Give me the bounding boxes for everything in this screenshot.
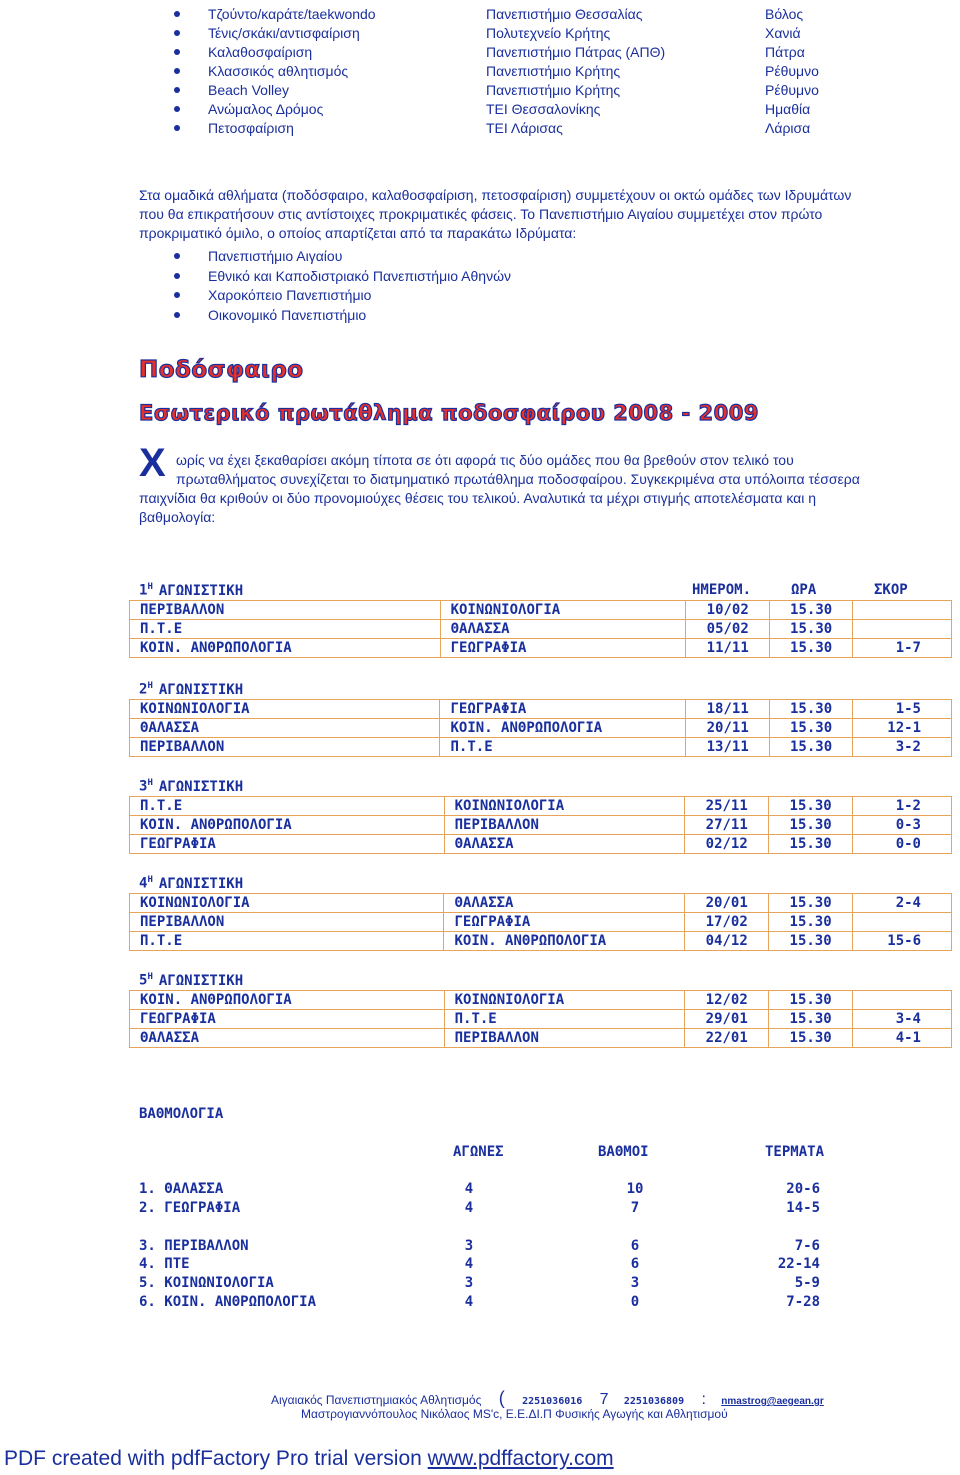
- match-home-team: ΘΑΛΑΣΣΑ: [130, 719, 440, 738]
- match-time: 15.30: [769, 1029, 853, 1048]
- sport-organizer: Πανεπιστήμιο Κρήτης: [486, 82, 621, 98]
- standings-team: 4. ΠΤΕ: [139, 1256, 190, 1272]
- sport-row: [0, 25, 960, 43]
- match-time: 15.30: [769, 816, 853, 835]
- intro-line: προκριματικό όμιλο, ο οποίος απαρτίζεται από τα παρακάτω Ιδρύματα:: [139, 225, 577, 241]
- sport-name: Τζούντο/καράτε/taekwondo: [208, 6, 376, 22]
- match-home-team: ΚΟΙΝΩΝΙΟΛΟΓΙΑ: [130, 700, 440, 719]
- match-date: 13/11: [686, 738, 770, 757]
- standings-team: 2. ΓΕΩΓΡΑΦΙΑ: [139, 1200, 241, 1216]
- match-away-team: ΠΕΡΙΒΑΛΛΟΝ: [444, 1029, 685, 1048]
- match-row: [130, 620, 952, 639]
- match-home-team: ΚΟΙΝΩΝΙΟΛΟΓΙΑ: [130, 894, 444, 913]
- sport-row: [0, 6, 960, 24]
- match-date: 20/01: [685, 894, 769, 913]
- match-home-team: ΠΕΡΙΒΑΛΛΟΝ: [130, 913, 444, 932]
- match-row: [130, 700, 952, 719]
- round-title: [139, 875, 243, 892]
- standings-goals: 5-9: [794, 1275, 820, 1291]
- pdf-notice: [4, 1447, 614, 1471]
- round-sup: Η: [147, 972, 153, 982]
- match-time: 15.30: [770, 639, 853, 658]
- match-date: 27/11: [685, 816, 769, 835]
- match-score: 1-7: [853, 639, 952, 658]
- standings-points: 6: [630, 1238, 640, 1254]
- pdf-notice-text: PDF created with pdfFactory Pro trial version: [4, 1447, 428, 1470]
- round-sup: Η: [147, 681, 153, 691]
- header-score: ΣΚΟΡ: [874, 582, 908, 598]
- match-away-team: ΚΟΙΝ. ΑΝΘΡΩΠΟΛΟΓΙΑ: [440, 719, 686, 738]
- sport-name: Ανώμαλος Δρόμος: [208, 101, 324, 117]
- match-row: [130, 816, 952, 835]
- sport-row: [0, 120, 960, 138]
- standings-games: 4: [464, 1181, 474, 1197]
- match-date: 20/11: [686, 719, 770, 738]
- match-away-team: ΚΟΙΝΩΝΙΟΛΟΓΙΑ: [444, 991, 685, 1010]
- match-time: 15.30: [769, 797, 853, 816]
- match-score: 0-3: [853, 816, 952, 835]
- match-away-team: Π.Τ.Ε: [440, 738, 686, 757]
- match-away-team: ΓΕΩΓΡΑΦΙΑ: [444, 913, 685, 932]
- round-label: ΑΓΩΝΙΣΤΙΚΗ: [158, 681, 244, 698]
- match-away-team: ΚΟΙΝ. ΑΝΘΡΩΠΟΛΟΓΙΑ: [444, 932, 685, 951]
- footer-author: Μαστρογιαννόπουλος Νικόλαος MS'c, Ε.Ε.ΔΙ.Π Φυσικής Αγωγής και Αθλητισμού: [301, 1407, 728, 1421]
- match-home-team: Π.Τ.Ε: [130, 932, 444, 951]
- match-date: 29/01: [685, 1010, 769, 1029]
- institution-name: Οικονομικό Πανεπιστήμιο: [208, 306, 367, 323]
- sport-city: Πάτρα: [765, 44, 805, 60]
- match-home-team: ΓΕΩΓΡΑΦΙΑ: [130, 1010, 445, 1029]
- match-row: [130, 1029, 952, 1048]
- matches-table: [129, 990, 952, 1048]
- standings-goals: 7-6: [794, 1238, 820, 1254]
- standings-header-goals: ΤΕΡΜΑΤΑ: [765, 1144, 825, 1160]
- standings-team: 1. ΘΑΛΑΣΣΑ: [139, 1181, 224, 1197]
- footer-phone1: 2251036016: [522, 1396, 583, 1407]
- drop-cap: Χ: [139, 441, 166, 485]
- intro-line: που θα επικρατήσουν στις αντίστοιχες προκριματικές φάσεις. Το Πανεπιστήμιο Αιγαίου συμμετέχει στον πρώτο: [139, 206, 823, 222]
- round-label: ΑΓΩΝΙΣΤΙΚΗ: [158, 582, 244, 599]
- round-number: 3: [139, 778, 148, 795]
- round-number: 4: [139, 875, 148, 892]
- standings-games: 3: [464, 1238, 474, 1254]
- match-date: 22/01: [685, 1029, 769, 1048]
- body-line: πρωταθλήματος συνεχίζεται το διατμηματικό πρωτάθλημα ποδοσφαίρου. Συγκεκριμένα στα υπόλοιπα τέσσερα: [176, 471, 860, 487]
- institution-name: Πανεπιστήμιο Αιγαίου: [208, 248, 343, 264]
- standings-goals: 7-28: [786, 1294, 820, 1310]
- match-date: 10/02: [686, 601, 770, 620]
- sport-city: Λάρισα: [765, 120, 811, 136]
- standings-games: 4: [464, 1256, 474, 1272]
- bullet-icon: [174, 253, 180, 259]
- sport-name: Κλασσικός αθλητισμός: [208, 63, 349, 79]
- match-row: [130, 913, 952, 932]
- match-score: 1-2: [853, 797, 952, 816]
- match-time: 15.30: [770, 601, 853, 620]
- match-home-team: ΠΕΡΙΒΑΛΛΟΝ: [130, 738, 440, 757]
- match-score: 4-1: [853, 1029, 952, 1048]
- bullet-icon: [174, 312, 180, 318]
- round-sup: Η: [147, 582, 153, 592]
- match-score: 12-1: [853, 719, 952, 738]
- phone-icon: (: [498, 1388, 505, 1408]
- sport-organizer: Πολυτεχνείο Κρήτης: [486, 25, 611, 41]
- sport-name: Beach Volley: [208, 82, 289, 98]
- intro-line: Στα ομαδικά αθλήματα (ποδόσφαιρο, καλαθοσφαίριση, πετοσφαίριση) συμμετέχουν οι οκτώ ομάδες των Ιδρυμάτων: [139, 187, 852, 203]
- sport-organizer: ΤΕΙ Θεσσαλονίκης: [486, 101, 601, 117]
- bullet-icon: [174, 49, 180, 55]
- bullet-icon: [174, 292, 180, 298]
- match-home-team: ΠΕΡΙΒΑΛΛΟΝ: [130, 601, 441, 620]
- round-number: 5: [139, 972, 148, 989]
- round-label: ΑΓΩΝΙΣΤΙΚΗ: [158, 778, 244, 795]
- match-away-team: ΠΕΡΙΒΑΛΛΟΝ: [444, 816, 685, 835]
- match-away-team: ΓΕΩΓΡΑΦΙΑ: [440, 700, 686, 719]
- match-row: [130, 738, 952, 757]
- standings-header-points: ΒΑΘΜΟΙ: [598, 1144, 649, 1160]
- match-away-team: ΘΑΛΑΣΣΑ: [440, 620, 686, 639]
- matches-table: [129, 893, 952, 951]
- sport-organizer: Πανεπιστήμιο Κρήτης: [486, 63, 621, 79]
- institution-item: [0, 287, 960, 305]
- sport-name: Καλαθοσφαίριση: [208, 44, 313, 60]
- match-date: 11/11: [686, 639, 770, 658]
- sport-city: Ρέθυμνο: [765, 82, 819, 98]
- match-score: 1-5: [853, 700, 952, 719]
- match-date: 12/02: [685, 991, 769, 1010]
- sport-name: Πετοσφαίριση: [208, 120, 294, 136]
- institution-item: [0, 248, 960, 266]
- match-score: 3-2: [853, 738, 952, 757]
- match-row: [130, 601, 952, 620]
- match-date: 05/02: [686, 620, 770, 639]
- match-home-team: ΚΟΙΝ. ΑΝΘΡΩΠΟΛΟΓΙΑ: [130, 639, 441, 658]
- match-time: 15.30: [770, 738, 853, 757]
- round-sup: Η: [147, 875, 153, 885]
- match-row: [130, 835, 952, 854]
- round-number: 2: [139, 681, 148, 698]
- footer-contact: [271, 1388, 824, 1409]
- match-home-team: ΘΑΛΑΣΣΑ: [130, 1029, 445, 1048]
- footer-email-link[interactable]: nmastrog@aegean.gr: [721, 1396, 824, 1407]
- match-score: [853, 620, 952, 639]
- match-score: 0-0: [853, 835, 952, 854]
- match-row: [130, 797, 952, 816]
- standings-header-games: ΑΓΩΝΕΣ: [453, 1144, 504, 1160]
- match-row: [130, 932, 952, 951]
- matches-table: [129, 699, 952, 757]
- sport-organizer: Πανεπιστήμιο Θεσσαλίας: [486, 6, 643, 22]
- match-away-team: ΘΑΛΑΣΣΑ: [444, 894, 685, 913]
- heading-football: Ποδόσφαιρο: [139, 357, 304, 383]
- sport-name: Τένις/σκάκι/αντισφαίριση: [208, 25, 360, 41]
- match-score: 15-6: [853, 932, 952, 951]
- bullet-icon: [174, 68, 180, 74]
- match-away-team: ΚΟΙΝΩΝΙΟΛΟΓΙΑ: [440, 601, 686, 620]
- match-home-team: Π.Τ.Ε: [130, 797, 445, 816]
- round-title: [139, 582, 243, 599]
- match-time: 15.30: [769, 991, 853, 1010]
- match-time: 15.30: [770, 700, 853, 719]
- round-label: ΑΓΩΝΙΣΤΙΚΗ: [158, 972, 244, 989]
- standings-points: 0: [630, 1294, 640, 1310]
- intro-paragraph: [139, 186, 939, 243]
- email-icon: :: [701, 1391, 706, 1408]
- body-line: ωρίς να έχει ξεκαθαρίσει ακόμη τίποτα σε ότι αφορά τις δύο ομάδες που θα βρεθούν στον τελικό του: [176, 452, 794, 468]
- match-score: [853, 991, 952, 1010]
- match-row: [130, 639, 952, 658]
- match-time: 15.30: [770, 620, 853, 639]
- sport-city: Χανιά: [765, 25, 801, 41]
- sport-city: Βόλος: [765, 6, 804, 22]
- institution-item: [0, 268, 960, 286]
- match-home-team: Π.Τ.Ε: [130, 620, 441, 639]
- match-row: [130, 719, 952, 738]
- match-date: 04/12: [685, 932, 769, 951]
- body-line: παιχνίδια θα κριθούν οι δύο προνομιούχες θέσεις του τελικού. Αναλυτικά τα μέχρι στιγμής αποτελέσματα και η: [139, 490, 817, 506]
- match-home-team: ΚΟΙΝ. ΑΝΘΡΩΠΟΛΟΓΙΑ: [130, 816, 445, 835]
- sport-row: [0, 44, 960, 62]
- match-time: 15.30: [770, 719, 853, 738]
- standings-team: 6. ΚΟΙΝ. ΑΝΘΡΩΠΟΛΟΓΙΑ: [139, 1294, 317, 1310]
- standings-games: 3: [464, 1275, 474, 1291]
- round-title: [139, 681, 243, 698]
- body-line: βαθμολογία:: [139, 509, 216, 525]
- round-number: 1: [139, 582, 148, 599]
- header-time: ΩΡΑ: [791, 582, 817, 598]
- round-title: [139, 778, 243, 795]
- standings-team: 5. ΚΟΙΝΩΝΙΟΛΟΓΙΑ: [139, 1275, 274, 1291]
- institution-item: [0, 307, 960, 325]
- match-score: 3-4: [853, 1010, 952, 1029]
- sport-row: [0, 101, 960, 119]
- footer-phone2: 2251036809: [623, 1396, 685, 1407]
- sport-organizer: Πανεπιστήμιο Πάτρας (ΑΠΘ): [486, 44, 666, 60]
- bullet-icon: [174, 87, 180, 93]
- bullet-icon: [174, 106, 180, 112]
- match-date: 02/12: [685, 835, 769, 854]
- match-score: [853, 601, 952, 620]
- institution-name: Χαροκόπειο Πανεπιστήμιο: [208, 287, 372, 303]
- heading-championship: Εσωτερικό πρωτάθλημα ποδοσφαίρου 2008 - 2009: [139, 401, 759, 425]
- standings-points: 3: [630, 1275, 640, 1291]
- match-away-team: ΓΕΩΓΡΑΦΙΑ: [440, 639, 686, 658]
- standings-goals: 20-6: [786, 1181, 820, 1197]
- match-away-team: Π.Τ.Ε: [444, 1010, 685, 1029]
- match-row: [130, 1010, 952, 1029]
- standings-points: 10: [626, 1181, 644, 1197]
- round-label: ΑΓΩΝΙΣΤΙΚΗ: [158, 875, 244, 892]
- match-date: 17/02: [685, 913, 769, 932]
- institution-name: Εθνικό και Καποδιστριακό Πανεπιστήμιο Αθηνών: [208, 267, 512, 284]
- standings-games: 4: [464, 1200, 474, 1216]
- standings-points: 7: [630, 1200, 640, 1216]
- round-title: [139, 972, 243, 989]
- match-home-team: ΓΕΩΓΡΑΦΙΑ: [130, 835, 445, 854]
- standings-team: 3. ΠΕΡΙΒΑΛΛΟΝ: [139, 1238, 249, 1254]
- matches-table: [129, 796, 952, 854]
- match-date: 18/11: [686, 700, 770, 719]
- sport-city: Ρέθυμνο: [765, 63, 819, 79]
- match-time: 15.30: [769, 913, 853, 932]
- standings-points: 6: [630, 1256, 640, 1272]
- match-home-team: ΚΟΙΝ. ΑΝΘΡΩΠΟΛΟΓΙΑ: [130, 991, 445, 1010]
- standings-games: 4: [464, 1294, 474, 1310]
- bullet-icon: [174, 273, 180, 279]
- header-date: ΗΜΕΡΟΜ.: [692, 582, 752, 598]
- sport-row: [0, 63, 960, 81]
- standings-goals: 14-5: [786, 1200, 820, 1216]
- match-time: 15.30: [769, 835, 853, 854]
- match-away-team: ΘΑΛΑΣΣΑ: [444, 835, 685, 854]
- round-sup: Η: [147, 778, 153, 788]
- match-away-team: ΚΟΙΝΩΝΙΟΛΟΓΙΑ: [444, 797, 685, 816]
- match-date: 25/11: [685, 797, 769, 816]
- standings-goals: 22-14: [777, 1256, 820, 1272]
- matches-table: [129, 600, 952, 658]
- pdffactory-link[interactable]: www.pdffactory.com: [427, 1447, 614, 1470]
- bullet-icon: [174, 125, 180, 131]
- fax-icon: 7: [599, 1391, 609, 1408]
- bullet-icon: [174, 11, 180, 17]
- sport-organizer: ΤΕΙ Λάρισας: [486, 120, 563, 136]
- match-time: 15.30: [769, 932, 853, 951]
- sport-city: Ημαθία: [765, 101, 811, 117]
- match-score: [853, 913, 952, 932]
- match-time: 15.30: [769, 894, 853, 913]
- match-score: 2-4: [853, 894, 952, 913]
- match-time: 15.30: [769, 1010, 853, 1029]
- sport-row: [0, 82, 960, 100]
- match-row: [130, 894, 952, 913]
- footer-org: Αιγαιακός Πανεπιστημιακός Αθλητισμός: [271, 1393, 482, 1407]
- bullet-icon: [174, 30, 180, 36]
- standings-title: ΒΑΘΜΟΛΟΓΙΑ: [139, 1106, 224, 1122]
- match-row: [130, 991, 952, 1010]
